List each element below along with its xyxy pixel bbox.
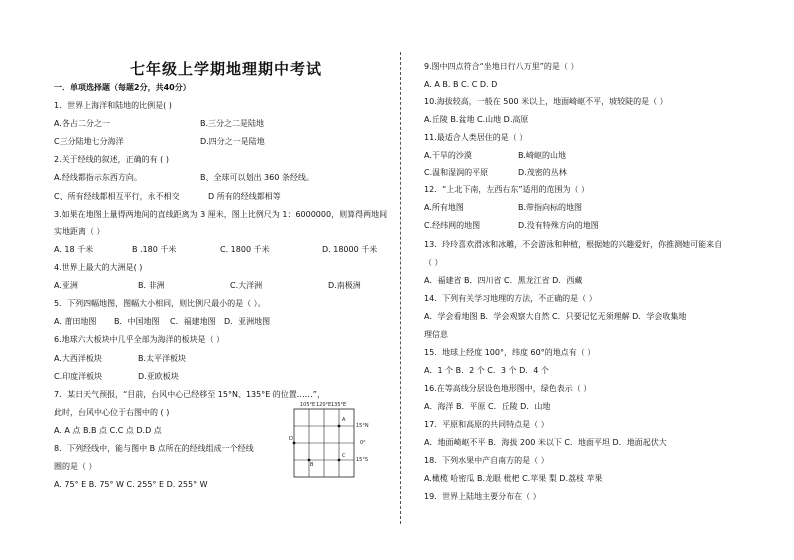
question-3: 3.如果在地图上量得两地间的直线距离为 3 厘米，图上比例尺为 1：6000000，则算得两地间: [54, 210, 388, 219]
q4-option-b: B. 非洲: [138, 281, 165, 290]
q7-options: A. A 点 B.B 点 C.C 点 D.D 点: [54, 426, 162, 435]
q6-option-b: B.太平洋板块: [138, 354, 187, 363]
lat-label-15s: 15°S: [356, 457, 369, 463]
q4-option-a: A.亚洲: [54, 281, 78, 290]
question-8-cont: 圈的是（ ）: [54, 462, 97, 471]
q1-option-c: C三分陆地七分海洋: [54, 137, 124, 146]
question-13: 13．玲玲喜欢滑冰和冰雕，不会游泳和种植，根据她的兴趣爱好，你推测她可能来自: [424, 240, 723, 249]
question-18: 18．下列水果中产自南方的是（ ）: [424, 456, 549, 465]
q16-options: A．海洋 B．平原 C．丘陵 D．山地: [424, 402, 551, 411]
q15-options: A．1 个 B．2 个 C．3 个 D．4 个: [424, 366, 549, 375]
q11-option-a: A.干旱的沙漠: [424, 151, 472, 160]
question-10: 10.海拔较高，一般在 500 米以上，地面崎岖不平，坡较陡的是（ ）: [424, 97, 668, 106]
lon-label-120e: 120°E: [316, 402, 332, 408]
q5-option-a: A. 莆田地图: [54, 317, 97, 326]
q6-option-d: D.亚欧板块: [138, 372, 179, 381]
q10-options: A.丘陵 B.盆地 C.山地 D.高原: [424, 115, 529, 124]
question-7-cont: 此时，台风中心位于右图中的 ( ): [54, 408, 170, 417]
question-8: 8．下列经线中，能与图中 B 点所在的经线组成一个经线: [54, 444, 254, 453]
section-heading: 一．单项选择题（每题2分，共40分）: [54, 83, 191, 92]
q3-option-a: A. 18 千米: [54, 245, 94, 254]
lon-label-135e: 135°E: [331, 402, 347, 408]
question-7: 7．某日天气预报，“目前，台风中心已经移至 15°N、135°E 的位置……”，: [54, 390, 325, 399]
q3-option-b: B .180 千米: [132, 245, 177, 254]
question-19: 19．世界上陆地主要分布在（ ）: [424, 492, 541, 501]
q5-option-d: D．亚洲地图: [224, 317, 271, 326]
point-a-label: A: [342, 417, 346, 423]
question-14: 14．下列有关学习地理的方法，不正确的是（ ）: [424, 294, 597, 303]
question-16: 16.在等高线分层设色地形图中，绿色表示（ ）: [424, 384, 592, 393]
q6-option-a: A.大西洋板块: [54, 354, 102, 363]
q13-options: A．福建省 B．四川省 C．黑龙江省 D．西藏: [424, 276, 583, 285]
q5-option-b: B．中国地图: [114, 317, 160, 326]
q17-options: A．地面崎岖不平 B．海拔 200 米以下 C．地面平坦 D．地面起伏大: [424, 438, 667, 447]
question-14-cont: 理信息: [424, 330, 448, 339]
column-divider: [400, 52, 401, 524]
question-17: 17．平原和高原的共同特点是（ ）: [424, 420, 549, 429]
question-6: 6.地球六大板块中几乎全部为海洋的板块是（ ）: [54, 335, 225, 344]
q12-option-c: C.经纬网的地图: [424, 221, 481, 230]
question-3-cont: 实地距离（ ）: [54, 227, 105, 236]
q1-option-b: B.三分之二是陆地: [200, 119, 265, 128]
point-c-label: C: [342, 453, 346, 459]
q11-option-b: B.崎岖的山地: [518, 151, 567, 160]
q4-option-d: D.南极洲: [328, 281, 361, 290]
q1-option-a: A.各占二分之一: [54, 119, 110, 128]
q12-option-d: D.没有特殊方向的地图: [518, 221, 599, 230]
question-5: 5．下列四幅地图，图幅大小相同，则比例尺最小的是（ ）。: [54, 299, 266, 308]
q2-option-b: B、全球可以划出 360 条经线。: [200, 173, 314, 182]
q11-option-c: C.温和湿润的平原: [424, 168, 489, 177]
q14-options: A．学会看地图 B．学会观察大自然 C．只要记忆无须理解 D．学会收集地: [424, 312, 687, 321]
question-13-cont: （ ）: [424, 258, 443, 267]
q3-option-d: D. 18000 千米: [322, 245, 378, 254]
point-d-label: D: [289, 436, 293, 442]
question-12: 12．“上北下南，左西右东”适用的范围为（ ）: [424, 185, 590, 194]
q6-option-c: C.印度洋板块: [54, 372, 103, 381]
lat-long-grid-figure: [286, 400, 372, 482]
question-15: 15．地球上经度 100°，纬度 60°的地点有（ ）: [424, 348, 596, 357]
q18-options: A.橄榄 哈密瓜 B.龙眼 枇杷 C.苹果 梨 D.荔枝 苹果: [424, 474, 603, 483]
question-9: 9.图中四点符合“坐地日行八万里”的是（ ）: [424, 62, 579, 71]
q1-option-d: D.四分之一是陆地: [200, 137, 265, 146]
question-11: 11.最适合人类居住的是（ ）: [424, 133, 528, 142]
q11-option-d: D.茂密的丛林: [518, 168, 567, 177]
q9-options: A. A B. B C. C D. D: [424, 80, 498, 89]
q2-option-d: D 所有的经线都相等: [208, 192, 281, 201]
lat-label-15n: 15°N: [356, 423, 369, 429]
lat-label-0: 0°: [360, 440, 366, 446]
q2-option-a: A.经线都指示东西方向。: [54, 173, 142, 182]
q12-option-a: A.所有地图: [424, 203, 464, 212]
q4-option-c: C.大洋洲: [230, 281, 263, 290]
page-title: 七年级上学期地理期中考试: [130, 60, 323, 78]
point-b-label: B: [310, 462, 314, 468]
question-1: 1．世界上海洋和陆地的比例是( ): [54, 101, 172, 110]
question-4: 4.世界上最大的大洲是( ): [54, 263, 143, 272]
q2-option-c: C、所有经线都相互平行，永不相交: [54, 192, 180, 201]
q3-option-c: C. 1800 千米: [220, 245, 270, 254]
lon-label-105e: 105°E: [300, 402, 316, 408]
question-2: 2.关于经线的叙述，正确的有 ( ): [54, 155, 169, 164]
q8-options: A. 75° E B. 75° W C. 255° E D. 255° W: [54, 480, 208, 489]
q12-option-b: B.带指向标的地图: [518, 203, 583, 212]
q5-option-c: C．福建地图: [170, 317, 216, 326]
